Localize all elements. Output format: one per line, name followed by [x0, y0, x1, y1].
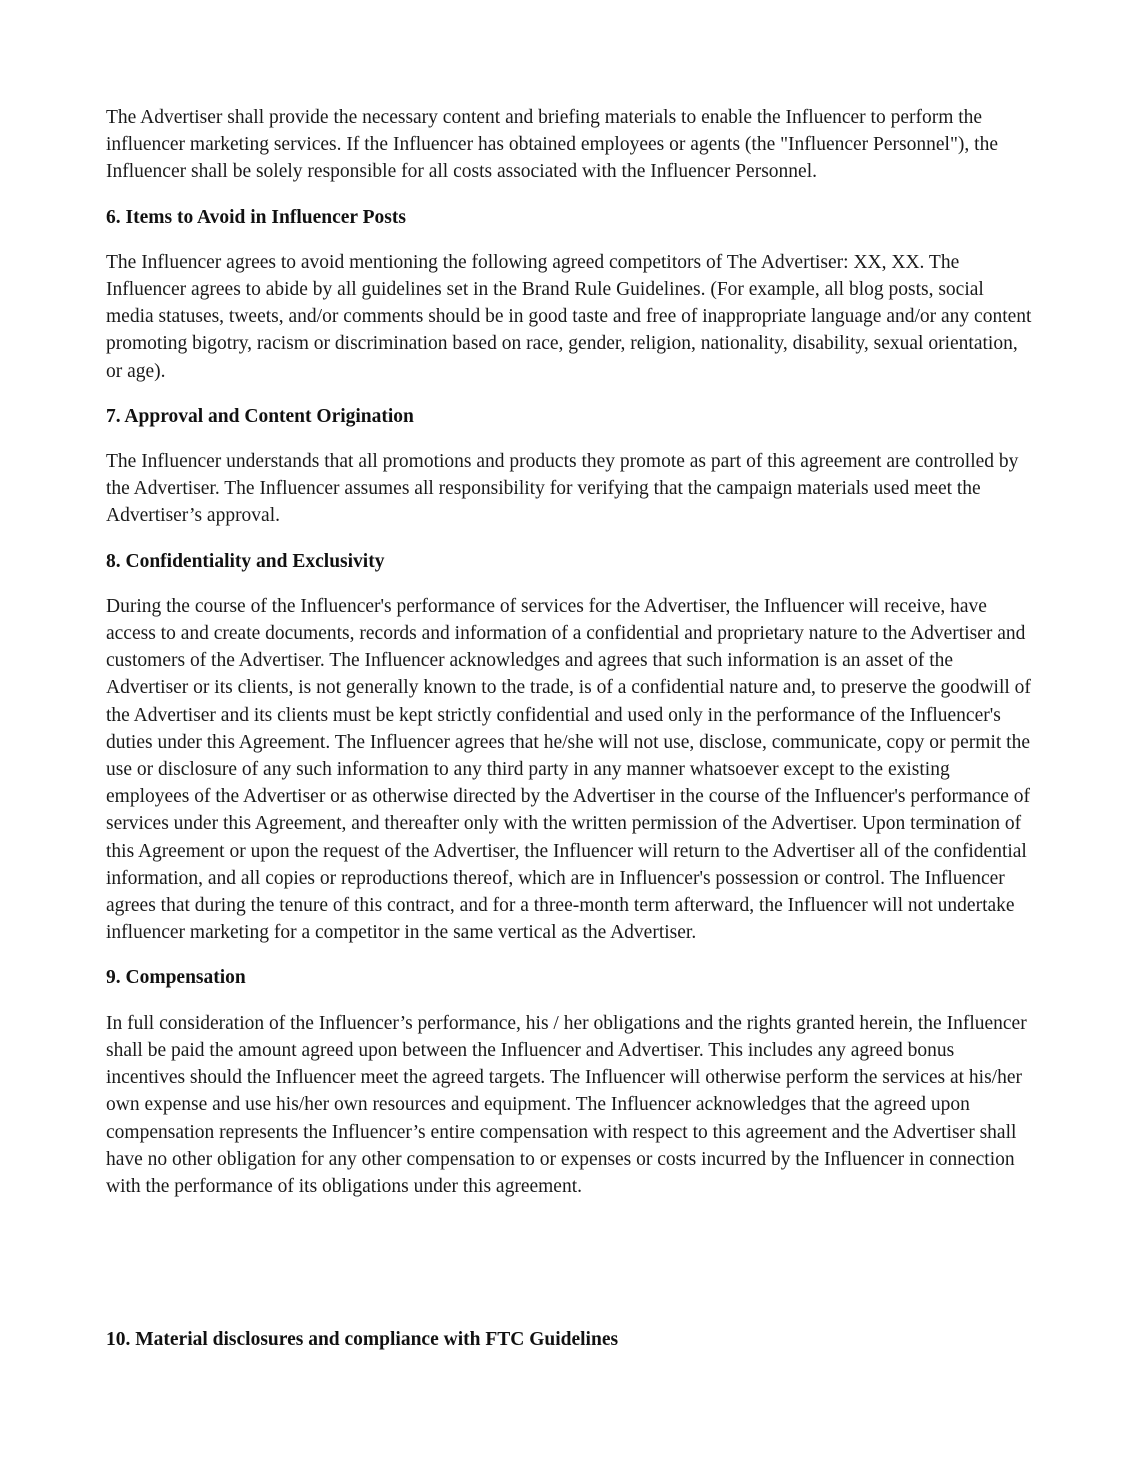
section-7-heading: 7. Approval and Content Origination: [106, 405, 414, 427]
section-6-heading: 6. Items to Avoid in Influencer Posts: [106, 206, 406, 228]
section-10-heading: 10. Material disclosures and compliance with FTC Guidelines: [106, 1329, 619, 1351]
section-9-body: In full consideration of the Influencer’s performance, his / her obligations and the rights granted herein, the Influencer shall be paid the amount agreed upon between the Influencer and Advertiser. This includes any agreed bonus incentives should the Influencer meet the agreed targets. The Influencer will otherwise perform the services at his/her own expense and use his/her own resources and equipment. The Influencer acknowledges that the agreed upon compensation represents the Influencer’s entire compensation with respect to this agreement and the Advertiser shall have no other obligation for any other compensation to or expenses or costs incurred by the Influencer in connection with the performance of its obligations under this agreement.: [106, 1012, 1027, 1197]
document-body: [106, 104, 1036, 1371]
section-7-body: The Influencer understands that all promotions and products they promote as part of this agreement are controlled by the Advertiser. The Influencer assumes all responsibility for verifying that the campaign materials used meet the Advertiser’s approval.: [106, 451, 1019, 527]
section-8-heading: 8. Confidentiality and Exclusivity: [106, 550, 385, 572]
section-6-body: The Influencer agrees to avoid mentioning the following agreed competitors of The Advertiser: XX, XX. The Influencer agrees to abide by all guidelines set in the Brand Rule Guidelines. (For example, all blog posts, social media statuses, tweets, and/or comments should be in good taste and free of inappropriate language and/or any content promoting bigotry, racism or discrimination based on race, gender, religion, nationality, disability, sexual orientation, or age).: [106, 251, 1032, 382]
blank-space: [106, 1218, 1036, 1326]
intro-paragraph: The Advertiser shall provide the necessary content and briefing materials to enable the Influencer to perform the influencer marketing services. If the Influencer has obtained employees or agents (the "Influencer Personnel"), the Influencer shall be solely responsible for all costs associated with the Influencer Personnel.: [106, 107, 998, 183]
section-8-body: During the course of the Influencer's performance of services for the Advertiser, the Influencer will receive, have access to and create documents, records and information of a confidential and proprietary nature to the Advertiser and customers of the Advertiser. The Influencer acknowledges and agrees that such information is an asset of the Advertiser or its clients, is not generally known to the trade, is of a confidential nature and, to preserve the goodwill of the Advertiser and its clients must be kept strictly confidential and used only in the performance of the Influencer's duties under this Agreement. The Influencer agrees that he/she will not use, disclose, communicate, copy or permit the use or disclosure of any such information to any third party in any manner whatsoever except to the existing employees of the Advertiser or as otherwise directed by the Advertiser in the course of the Influencer's performance of services under this Agreement, and thereafter only with the written permission of the Advertiser. Upon termination of this Agreement or upon the request of the Advertiser, the Influencer will return to the Advertiser all of the confidential information, and all copies or reproductions thereof, which are in Influencer's possession or control. The Influencer agrees that during the tenure of this contract, and for a three-month term afterward, the Influencer will not undertake influencer marketing for a competitor in the same vertical as the Advertiser.: [106, 595, 1031, 944]
section-9-heading: 9. Compensation: [106, 967, 246, 989]
